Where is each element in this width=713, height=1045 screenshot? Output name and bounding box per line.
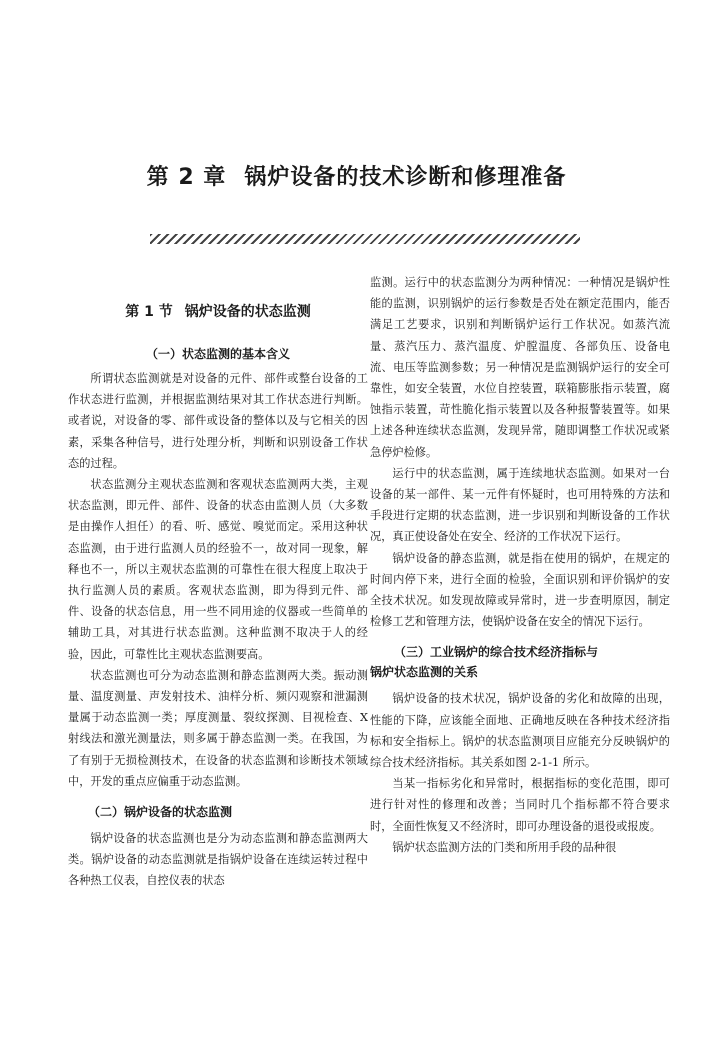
decorative-divider	[150, 234, 580, 244]
chapter-title	[0, 160, 713, 191]
chapter-name: 锅炉设备的技术诊断和修理准备	[244, 165, 567, 190]
section-name: 锅炉设备的状态监测	[184, 304, 311, 320]
subsection-heading-1: （一）状态监测的基本含义	[145, 347, 290, 361]
left-column	[68, 272, 368, 892]
right-column	[370, 272, 670, 858]
paragraph: 当某一指标劣化和异常时，根据指标的变化范围，即可进行针对性的修理和改善；当同时几个指标都不符合要求时，全面性恢复又不经济时，即可办理设备的退役或报废。	[370, 777, 670, 833]
paragraph: 锅炉设备的技术状况，锅炉设备的劣化和故障的出现，性能的下降，应该能全面地、正确地反映在各种技术经济指标和安全指标上。锅炉的状态监测项目应能充分反映锅炉的综合技术经济指标。其关系如图 2-1-1 所示。	[370, 692, 670, 770]
section-heading	[68, 302, 368, 322]
subsection-heading-3	[370, 642, 670, 682]
subsection-heading-3-line1: （三）工业锅炉的综合技术经济指标与	[394, 645, 599, 660]
chapter-number: 第 2 章	[146, 165, 227, 190]
paragraph: 监测。运行中的状态监测分为两种情况：一种情况是锅炉性能的监测，识别锅炉的运行参数是否处在额定范围内，能否满足工艺要求，识别和判断锅炉运行工作状况。如蒸汽流量、蒸汽压力、蒸汽温度、炉膛温度、各部负压、设备电流、电压等监测参数；另一种情况是监测锅炉运行的安全可靠性，如安全装置，水位自控装置，联箱膨胀指示装置，腐蚀指示装置，苛性脆化指示装置以及各种报警装置等。如果上述各种连续状态监测，发现异常，随即调整工作状况或紧急停炉检修。	[370, 276, 670, 459]
paragraph: 锅炉状态监测方法的门类和所用手段的品种很	[392, 840, 617, 854]
section-number: 第 1 节	[125, 304, 173, 320]
paragraph: 状态监测也可分为动态监测和静态监测两大类。振动测量、温度测量、声发射技术、油样分析、频闪观察和泄漏测量属于动态监测一类；厚度测量、裂纹探测、目视检查、X 射线法和激光测量法，则多属于静态监测一类。在我国，为了有别于无损检测技术，在设备的状态监测和诊断技术领域中，开发的重点应偏重于动态监测。	[68, 668, 368, 788]
paragraph: 锅炉设备的状态监测也是分为动态监测和静态监测两大类。锅炉设备的动态监测就是指锅炉设备在连续运转过程中各种热工仪表，自控仪表的状态	[68, 832, 368, 888]
paragraph: 运行中的状态监测，属于连续地状态监测。如果对一台设备的某一部件、某一元件有怀疑时，也可用特殊的方法和手段进行定期的状态监测，进一步识别和判断设备的工作状况，真正使设备处在安全、经济的工作状况下运行。	[370, 466, 670, 544]
paragraph: 锅炉设备的静态监测，就是指在使用的锅炉，在规定的时间内停下来，进行全面的检验，全面识别和评价锅炉的安全技术状况。如发现故障或异常时，进一步查明原因，制定检修工艺和管理方法，使锅炉设备在安全的情况下运行。	[370, 551, 670, 629]
paragraph: 所谓状态监测就是对设备的元件、部件或整台设备的工作状态进行监测，并根据监测结果对其工作状态进行判断。或者说，对设备的零、部件或设备的整体以及与它相关的因素，采集各种信号，进行处理分析，判断和识别设备工作状态的过程。	[68, 372, 368, 470]
subsection-heading-3-line2: 锅炉状态监测的关系	[370, 665, 479, 680]
paragraph: 状态监测分主观状态监测和客观状态监测两大类，主观状态监测，即元件、部件、设备的状态由监测人员（大多数是由操作人担任）的看、听、感觉、嗅觉而定。采用这种状态监测，由于进行监测人员的经验不一，故对同一现象，解释也不一，所以主观状态监测的可靠性在很大程度上取决于执行监测人员的素质。客观状态监测，即为得到元件、部件、设备的状态信息，用一些不同用途的仪器或一些简单的辅助工具，对其进行状态监测。这种监测不取决于人的经验，因此，可靠性比主观状态监测要高。	[68, 478, 368, 661]
subsection-heading-2: （二）锅炉设备的状态监测	[88, 805, 233, 820]
